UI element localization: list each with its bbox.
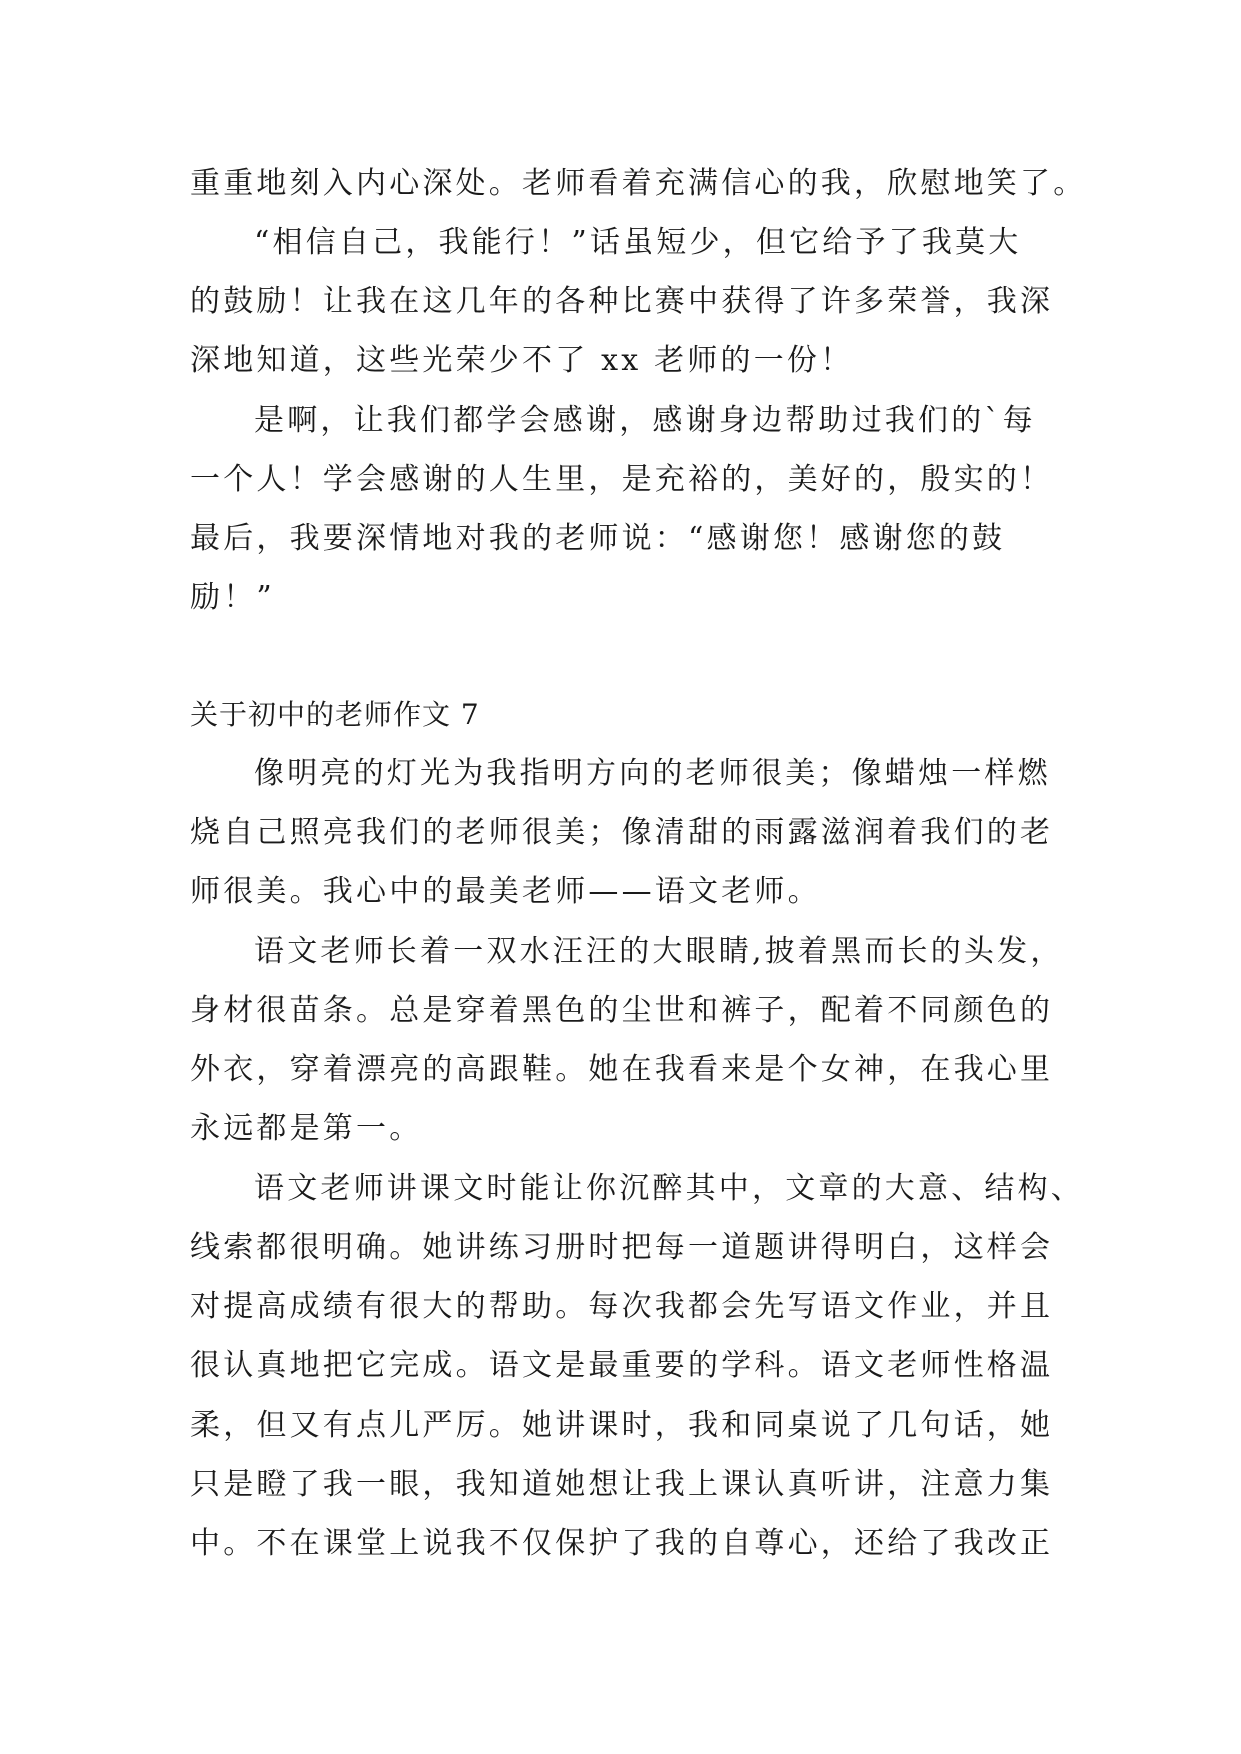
text-line: 一个人！学会感谢的人生里，是充裕的，美好的，殷实的！ (190, 462, 1054, 497)
text-line: 烧自己照亮我们的老师很美；像清甜的雨露滋润着我们的老 (190, 815, 1054, 850)
text-line: 外衣，穿着漂亮的高跟鞋。她在我看来是个女神，在我心里 (190, 1052, 1054, 1087)
text-line: 师很美。我心中的最美老师——语文老师。 (190, 874, 821, 909)
paragraph-start: 语文老师讲课文时能让你沉醉其中，文章的大意、结构、 (254, 1171, 1084, 1206)
paragraph-start: “相信自己，我能行！”话虽短少，但它给予了我莫大 (254, 225, 1022, 260)
paragraph-start: 是啊，让我们都学会感谢，感谢身边帮助过我们的`每 (254, 403, 1036, 438)
text-line: 重重地刻入内心深处。老师看着充满信心的我，欣慰地笑了。 (190, 166, 1087, 201)
text-line: 线索都很明确。她讲练习册时把每一道题讲得明白，这样会 (190, 1230, 1054, 1265)
text-line: 只是瞪了我一眼，我知道她想让我上课认真听讲，注意力集 (190, 1467, 1054, 1502)
text-line: 柔，但又有点儿严厉。她讲课时，我和同桌说了几句话，她 (190, 1408, 1054, 1443)
section-heading: 关于初中的老师作文 7 (190, 698, 480, 731)
paragraph-start: 像明亮的灯光为我指明方向的老师很美；像蜡烛一样燃 (254, 756, 1051, 791)
text-line: 中。不在课堂上说我不仅保护了我的自尊心，还给了我改正 (190, 1526, 1054, 1561)
text-line: 深地知道，这些光荣少不了 xx 老师的一份！ (190, 343, 854, 378)
paragraph-start: 语文老师长着一双水汪汪的大眼睛,披着黑而长的头发， (254, 934, 1064, 969)
text-line: 对提高成绩有很大的帮助。每次我都会先写语文作业，并且 (190, 1289, 1054, 1324)
text-line: 身材很苗条。总是穿着黑色的尘世和裤子，配着不同颜色的 (190, 993, 1054, 1028)
text-line: 很认真地把它完成。语文是最重要的学科。语文老师性格温 (190, 1348, 1054, 1383)
text-line: 的鼓励！让我在这几年的各种比赛中获得了许多荣誉，我深 (190, 284, 1054, 319)
text-line: 最后，我要深情地对我的老师说：“感谢您！感谢您的鼓 (190, 521, 1006, 556)
text-line: 励！” (190, 580, 275, 615)
text-line: 永远都是第一。 (190, 1111, 423, 1146)
